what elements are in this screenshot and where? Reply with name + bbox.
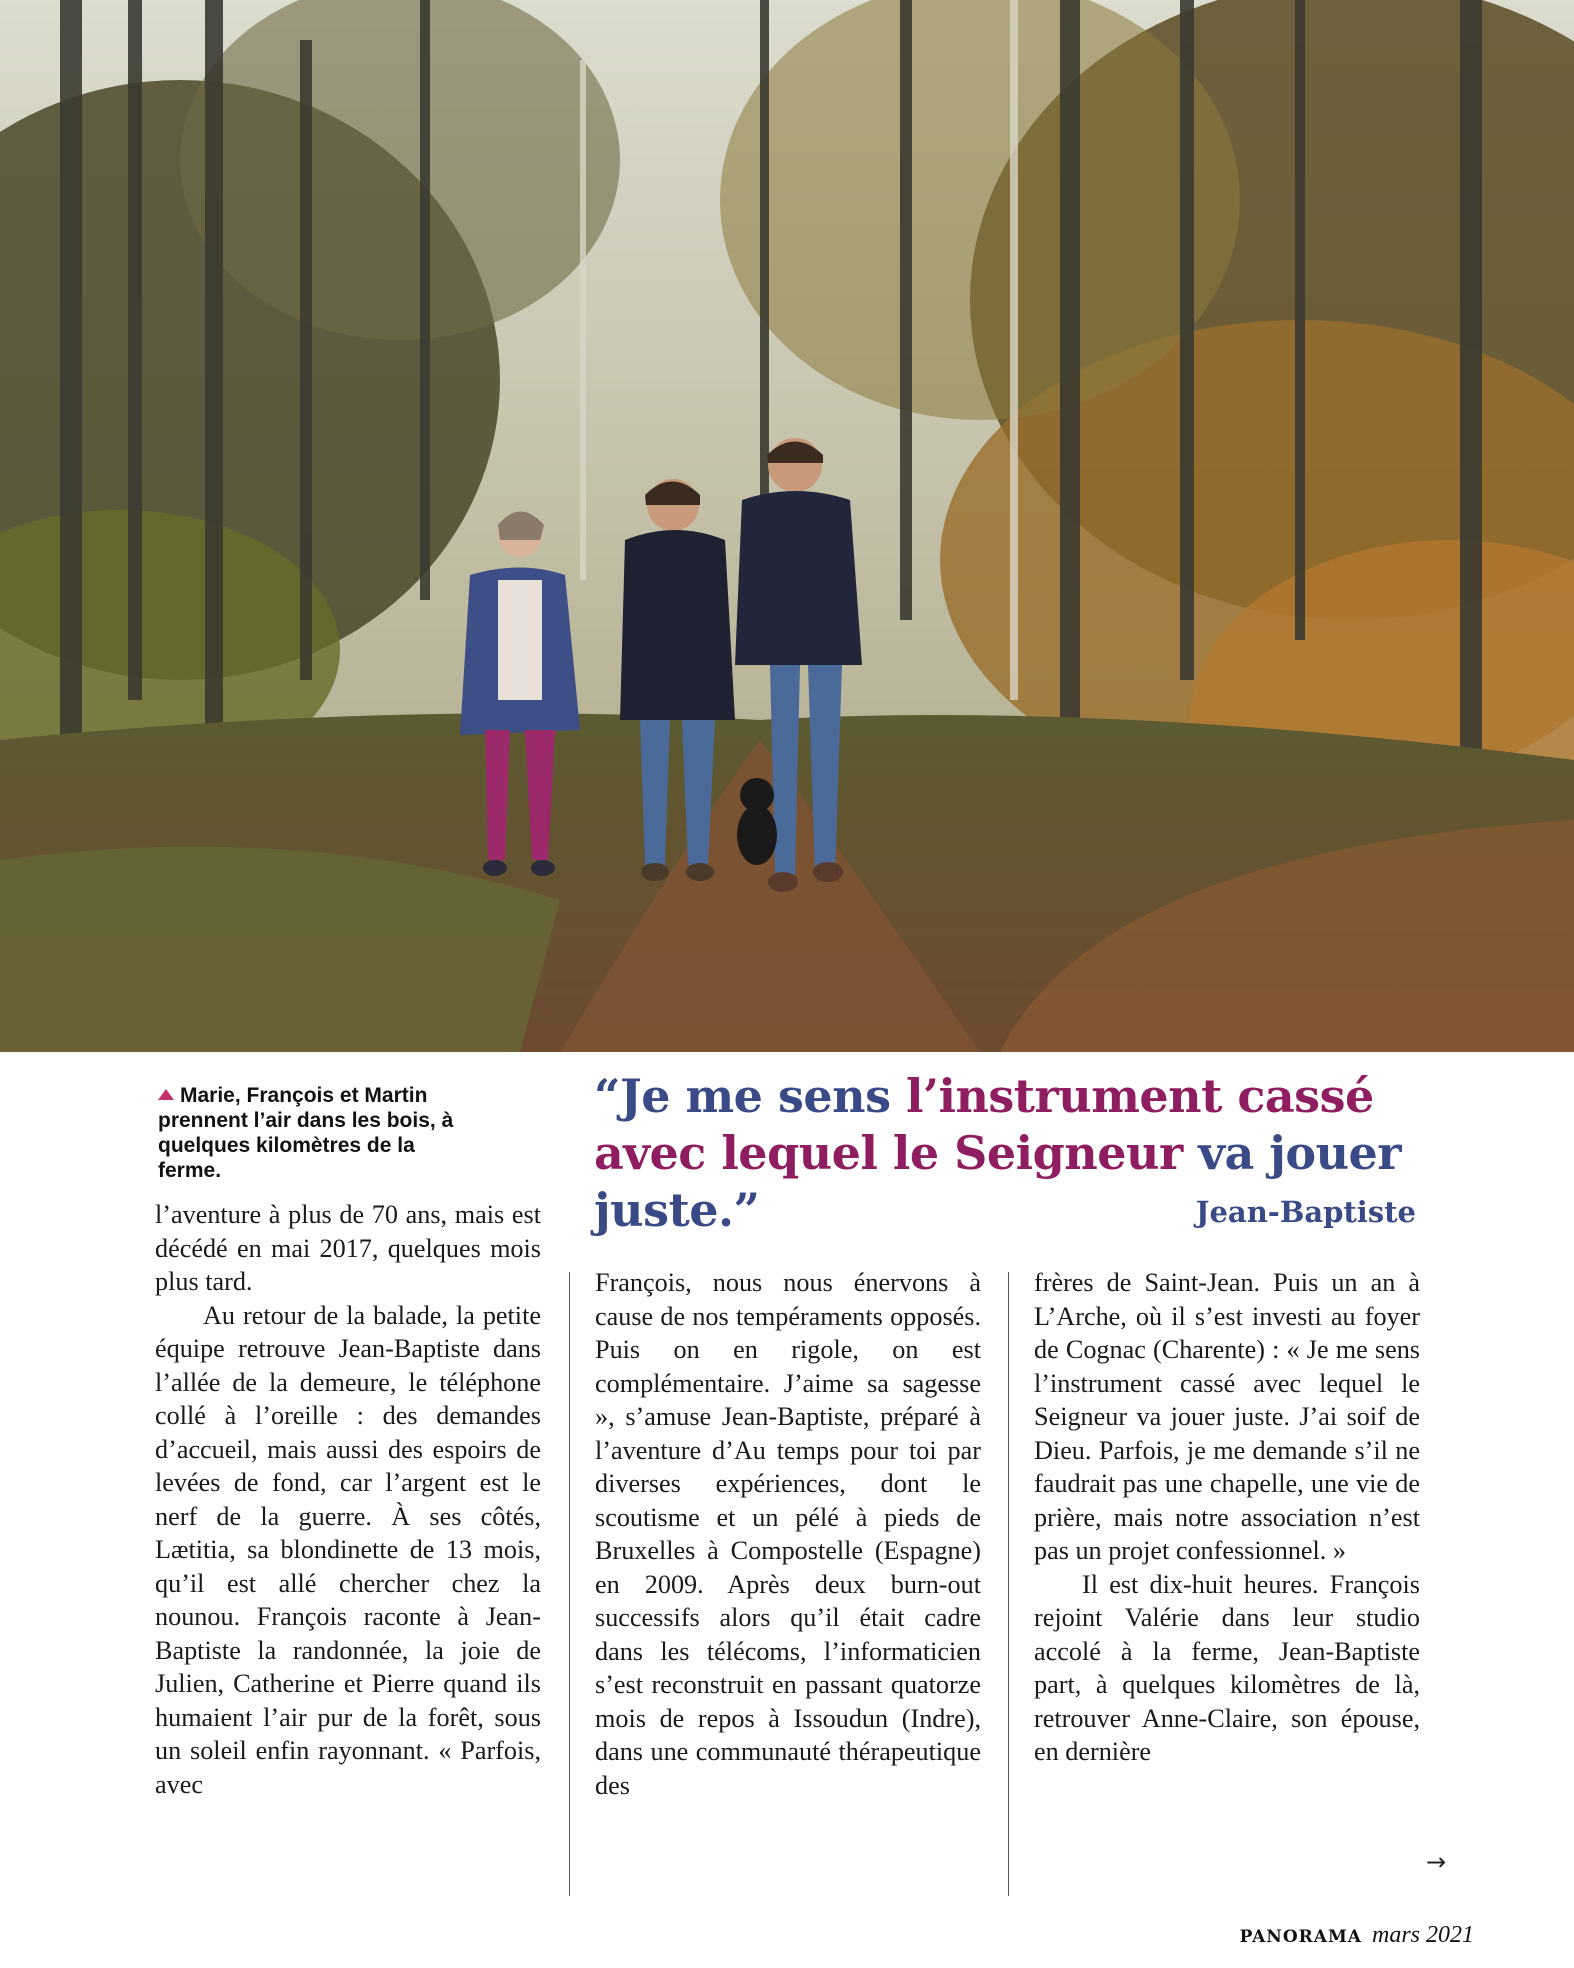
column-divider: [1008, 1272, 1009, 1896]
magazine-brand: PANORAMA: [1239, 1927, 1362, 1947]
paragraph: François, nous nous énervons à cause de nos tempéraments opposés. Puis on en rigole, on est complémentaire. J’aime sa sagesse », s’amuse Jean-Baptiste, préparé à l’aventure d’Au temps pour toi par diverses expériences, dont le scoutisme et un pélé à pieds de Bruxelles à Compostelle (Espagne) en 2009. Après deux burn-out successifs alors qu’il était cadre dans les télécoms, l’informaticien s’est reconstruit en passant quatorze mois de repos à Issoudun (Indre), dans une communauté thérapeutique des: [595, 1268, 981, 1800]
pull-quote-open: “Je me sens: [594, 1069, 906, 1123]
issue-date: mars 2021: [1371, 1922, 1474, 1948]
article-column-2: [595, 1266, 981, 1802]
article-column-1: [155, 1198, 541, 1801]
page-footer: [1240, 1922, 1474, 1949]
paragraph: l’aventure à plus de 70 ans, mais est décédé en mai 2017, quelques mois plus tard.: [155, 1200, 541, 1296]
column-divider: [569, 1272, 570, 1896]
dog: [737, 778, 777, 865]
paragraph: Il est dix-huit heures. François rejoint Valérie dans leur studio accolé à la ferme, Jean-Baptiste part, à quelques kilomètres de là, retrouver Anne-Claire, son épouse, en dernière: [1034, 1569, 1420, 1766]
continue-arrow-icon: →: [1426, 1848, 1447, 1876]
pull-quote-highlight: l’instrument cassé avec lequel le Seigneur: [594, 1069, 1374, 1180]
caption-triangle-icon: [158, 1089, 174, 1100]
caption-text: Marie, François et Martin prennent l’air dans les bois, à quelques kilomètres de la ferme.: [158, 1084, 454, 1182]
photo-caption: [158, 1083, 458, 1183]
pull-quote-attribution: Jean-Baptiste: [1195, 1195, 1416, 1229]
article-column-3: [1034, 1266, 1420, 1769]
paragraph: Au retour de la balade, la petite équipe retrouve Jean-Baptiste dans l’allée de la demeure, le téléphone collé à l’oreille : des demandes d’accueil, mais aussi des espoirs de levées de fond, car l’argent est le nerf de la guerre. À ses côtés, Lætitia, sa blondinette de 13 mois, qu’il est allé chercher chez la nounou. François raconte à Jean-Baptiste la randonnée, la joie de Julien, Catherine et Pierre quand ils humaient l’air pur de la forêt, sous un soleil enfin rayonnant. « Parfois, avec: [155, 1300, 541, 1799]
paragraph: frères de Saint-Jean. Puis un an à L’Arche, où il s’est investi au foyer de Cognac (Charente) : « Je me sens l’instrument cassé avec lequel le Seigneur va jouer juste. J’ai soif de Dieu. Parfois, je me demande s’il ne faudrait pas une chapelle, une vie de prière, mais notre association n’est pas un projet confessionnel. »: [1034, 1268, 1420, 1565]
pull-quote-close: va jouer juste.”: [594, 1126, 1402, 1237]
